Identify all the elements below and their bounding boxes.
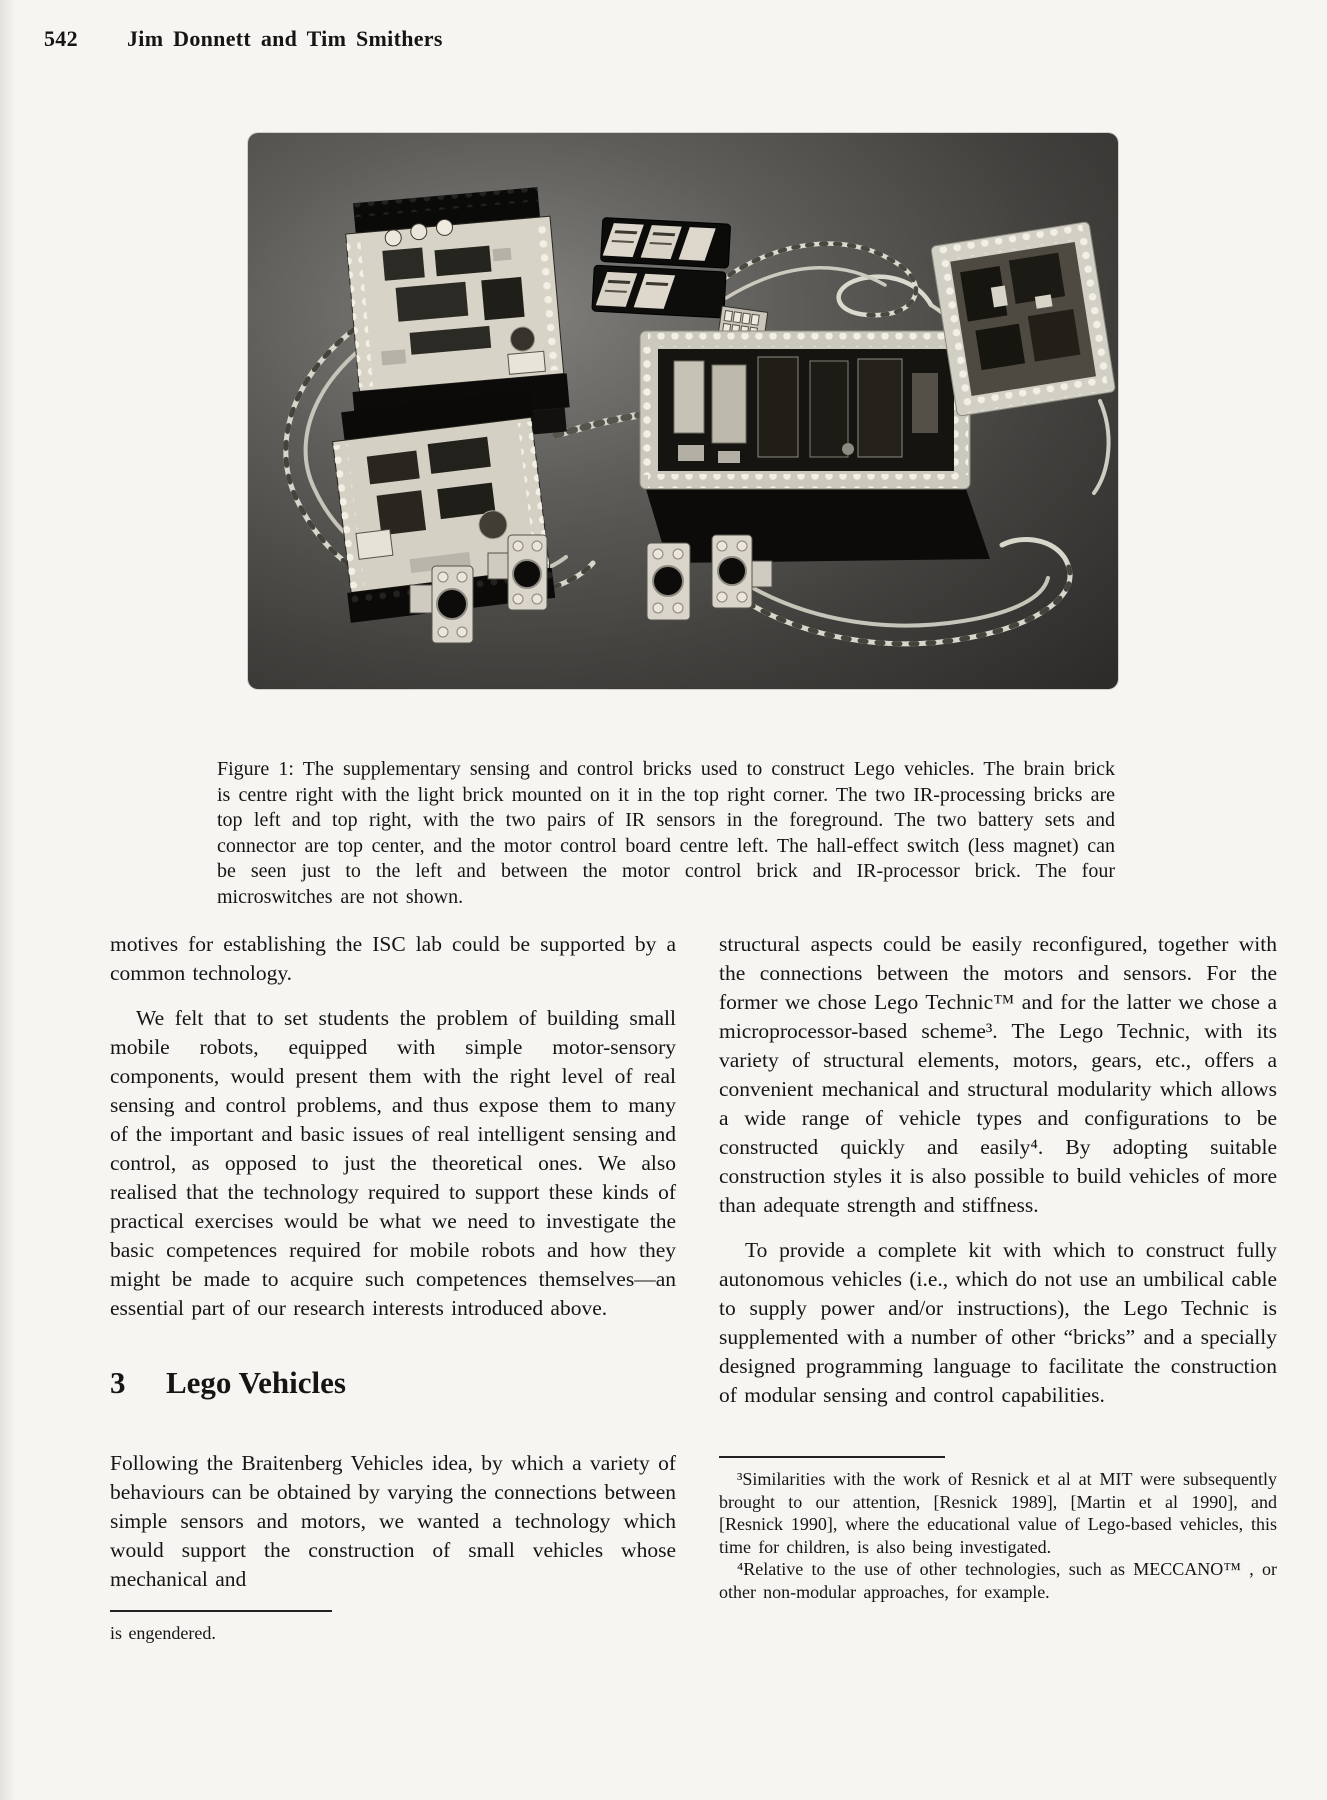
paragraph: structural aspects could be easily reconfigured, together with the connections between the motors and sensors. For the former we chose Lego Technic™ and for the latter we chose a microprocessor-based scheme³. The Lego Technic, with its variety of structural elements, motors, gears, etc., offers a convenient mechanical and structural modularity which allows a wide range of vehicle types and configurations to be constructed quickly and easily⁴. By adopting suitable construction styles it is also possible to build vehicles of more than adequate strength and stiffness.: [719, 932, 1277, 1217]
footnote-rule: [719, 1456, 945, 1458]
scan-edge-shading: [0, 0, 16, 1800]
paragraph: motives for establishing the ISC lab could be supported by a common technology.: [110, 932, 676, 985]
paragraph: Following the Braitenberg Vehicles idea, by which a variety of behaviours can be obtained by varying the connections between simple sensors and motors, we wanted a technology which would support the construction of small vehicles whose mechanical and: [110, 1451, 676, 1591]
page-number: 542: [44, 26, 78, 51]
section-heading: [110, 1365, 676, 1401]
brain-brick-board: [640, 331, 990, 563]
footnote-4: ⁴Relative to the use of other technologies, such as MECCANO™ , or other non-modular approaches, for example.: [719, 1559, 1277, 1602]
footnote-3: ³Similarities with the work of Resnick et al at MIT were subsequently brought to our attention, [Resnick 1989], [Martin et al 1990], and [Resnick 1990], where the educational value of Lego-based vehicles, this time for children, is also being investigated.: [719, 1469, 1277, 1557]
light-brick-board: [931, 222, 1116, 417]
paragraph: To provide a complete kit with which to construct fully autonomous vehicles (i.e., which do not use an umbilical cable to supply power and/or instructions), the Lego Technic is supplemented with a number of other “bricks” and a specially designed programming language to facilitate the construction of modular sensing and control capabilities.: [719, 1238, 1277, 1407]
figure-caption: Figure 1: The supplementary sensing and control bricks used to construct Lego vehicles. The brain brick is centre right with the light brick mounted on it in the top right corner. The two IR-processing bricks are top left and top right, with the two pairs of IR sensors in the foreground. The two battery sets and connector are top center, and the motor control board centre left. The hall-effect switch (less magnet) can be seen just to the left and between the motor control brick and IR-processor brick. The four microswitches are not shown.: [217, 758, 1115, 908]
footnote-rule: [110, 1610, 332, 1612]
running-head: [0, 26, 1327, 56]
footnotes: [719, 1468, 1277, 1603]
running-authors: Jim Donnett and Tim Smithers: [127, 26, 443, 51]
section-number: 3: [110, 1365, 126, 1400]
section-title: Lego Vehicles: [166, 1365, 346, 1400]
paragraph: We felt that to set students the problem of building small mobile robots, equipped with simple motor-sensory components, would present them with the right level of real sensing and control problems, and thus expose them to many of the important and basic issues of real intelligent sensing and control, as opposed to just the theoretical ones. We also realised that the technology required to support these kinds of practical exercises would be what we need to investigate the basic competences required for mobile robots and how they might be made to acquire such competences themselves—an essential part of our research interests introduced above.: [110, 1006, 676, 1320]
footnote-continuation: is engendered.: [110, 1623, 216, 1643]
right-column: [719, 930, 1277, 1603]
figure-photo: [248, 133, 1118, 689]
ir-sensor-3: [647, 543, 690, 620]
left-column: [110, 930, 676, 1644]
